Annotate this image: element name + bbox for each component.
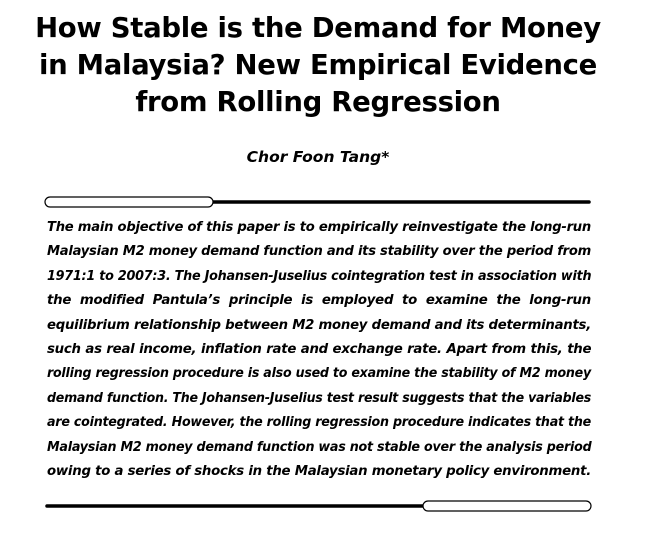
- abstract-line: such as real income, inflation rate and exchange rate. Apart from this, the: [47, 342, 592, 358]
- abstract-line: Malaysian M2 money demand function was not stable over the analysis period: [47, 439, 592, 455]
- title-line: in Malaysia? New Empirical Evidence: [39, 49, 597, 81]
- title-line: from Rolling Regression: [135, 86, 501, 118]
- top-decorative-rule: [44, 196, 592, 208]
- title-line: How Stable is the Demand for Money: [35, 12, 601, 44]
- abstract-line: demand function. The Johansen-Juselius test result suggests that the variables: [47, 390, 592, 406]
- abstract-line: the modified Pantula’s principle is employed to examine the long-run: [47, 293, 591, 309]
- top-rule-graphic: [44, 196, 592, 208]
- abstract-line: equilibrium relationship between M2 money demand and its determinants,: [47, 317, 591, 333]
- abstract-line: The main objective of this paper is to empirically reinvestigate the long-run: [47, 220, 592, 235]
- abstract-body: [47, 216, 591, 484]
- bottom-decorative-rule: [44, 500, 592, 512]
- author-name: Chor Foon Tang*: [246, 148, 390, 166]
- abstract-line: Malaysian M2 money demand function and its stability over the period from: [47, 244, 591, 260]
- paper-title: [20, 10, 616, 121]
- abstract-line: rolling regression procedure is also used to examine the stability of M2 money: [47, 366, 592, 382]
- bottom-rule-graphic: [44, 500, 592, 512]
- abstract-line: are cointegrated. However, the rolling regression procedure indicates that the: [47, 415, 591, 431]
- abstract-line: 1971:1 to 2007:3. The Johansen-Juselius cointegration test in association with: [47, 268, 592, 284]
- abstract-line: owing to a series of shocks in the Malaysian monetary policy environment.: [47, 464, 591, 480]
